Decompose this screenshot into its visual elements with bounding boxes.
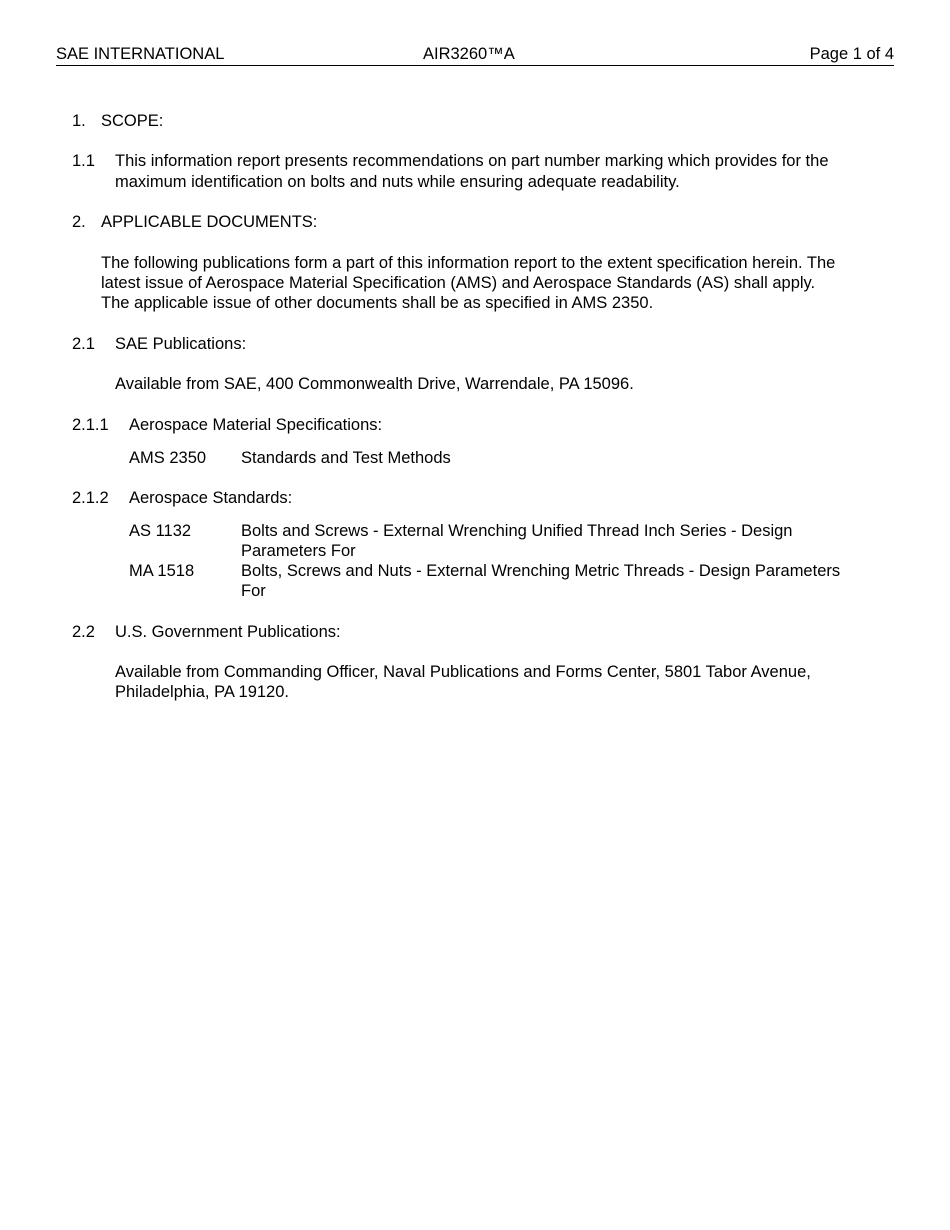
header-organization: SAE INTERNATIONAL: [56, 45, 225, 63]
spec-description: Standards and Test Methods: [241, 449, 451, 467]
section-2-2-line-1: Available from Commanding Officer, Naval Publications and Forms Center, 5801 Tabor Avenue,: [115, 663, 811, 681]
section-2-1-2-number: 2.1.2: [72, 489, 109, 507]
section-2-1-2-title: Aerospace Standards:: [129, 489, 293, 507]
section-2-1-availability: Available from SAE, 400 Commonwealth Drive, Warrendale, PA 15096.: [115, 375, 634, 393]
section-1-1-line-2: maximum identification on bolts and nuts while ensuring adequate readability.: [115, 173, 680, 191]
section-2-1-number: 2.1: [72, 335, 95, 353]
section-2-2-title: U.S. Government Publications:: [115, 623, 341, 641]
standard-description-line-1: Bolts, Screws and Nuts - External Wrenching Metric Threads - Design Parameters: [241, 562, 841, 580]
standard-description-line-2: For: [241, 582, 266, 600]
header-page-number: Page 1 of 4: [809, 45, 894, 63]
section-2-line-1: The following publications form a part of this information report to the extent specification herein. The: [101, 254, 836, 272]
section-2-title: APPLICABLE DOCUMENTS:: [101, 213, 318, 231]
section-2-2-number: 2.2: [72, 623, 95, 641]
section-2-line-3: The applicable issue of other documents shall be as specified in AMS 2350.: [101, 294, 654, 312]
standard-description-line-1: Bolts and Screws - External Wrenching Unified Thread Inch Series - Design: [241, 522, 793, 540]
section-1-title: SCOPE:: [101, 112, 164, 130]
header-document-id: AIR3260™A: [423, 45, 515, 63]
spec-code: AMS 2350: [129, 449, 207, 467]
section-1-1-number: 1.1: [72, 152, 95, 170]
section-1-number: 1.: [72, 112, 86, 130]
section-2-1-1-number: 2.1.1: [72, 416, 109, 434]
page-header: [56, 44, 894, 66]
section-2-1-1-title: Aerospace Material Specifications:: [129, 416, 383, 434]
standard-code: AS 1132: [129, 522, 192, 540]
section-2-number: 2.: [72, 213, 86, 231]
standard-code: MA 1518: [129, 562, 195, 580]
section-2-1-title: SAE Publications:: [115, 335, 247, 353]
section-2-2-line-2: Philadelphia, PA 19120.: [115, 683, 289, 701]
standard-description-line-2: Parameters For: [241, 542, 356, 560]
section-2-line-2: latest issue of Aerospace Material Specification (AMS) and Aerospace Standards (AS) shall apply.: [101, 274, 816, 292]
section-1-1-line-1: This information report presents recommendations on part number marking which provides for the: [115, 152, 829, 170]
